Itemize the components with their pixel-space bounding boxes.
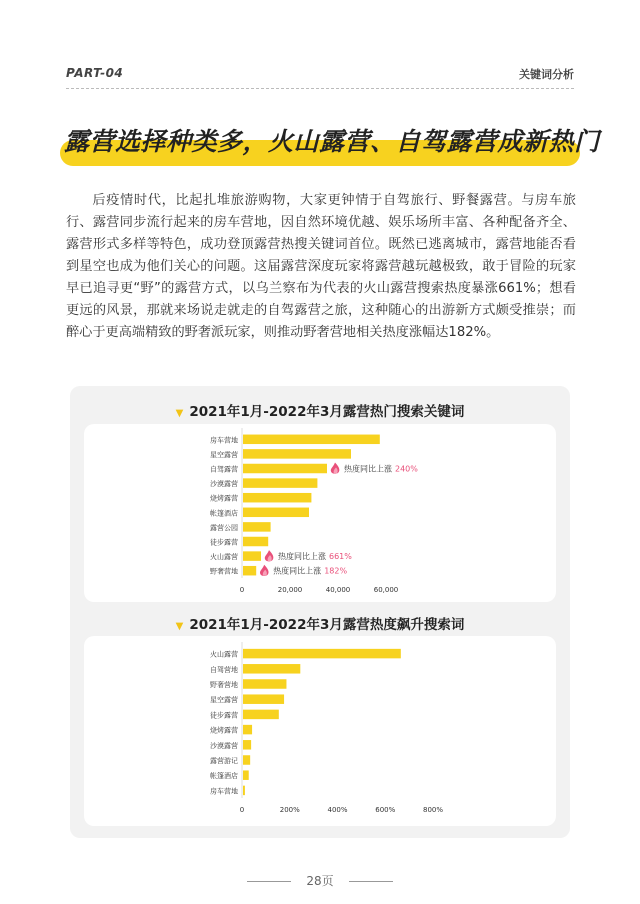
chart2-title: 2021年1月-2022年3月露营热度飙升搜索词 bbox=[189, 617, 465, 633]
chart1-svg bbox=[84, 424, 556, 602]
category-label: 星空露营 bbox=[210, 450, 238, 459]
category-label: 房车营地 bbox=[210, 787, 238, 796]
x-tick-label: 0 bbox=[239, 806, 245, 814]
bar bbox=[243, 537, 268, 547]
header-divider bbox=[66, 88, 574, 89]
category-label: 房车营地 bbox=[210, 436, 238, 445]
triangle-icon: ▼ bbox=[175, 408, 184, 419]
category-label: 烧烤露营 bbox=[210, 726, 238, 735]
bar bbox=[243, 770, 249, 780]
bar bbox=[243, 649, 401, 659]
category-label: 自驾营地 bbox=[210, 665, 238, 674]
category-label: 沙漠露营 bbox=[210, 741, 238, 750]
chart1-box bbox=[84, 424, 556, 602]
annotation-label: 热度同比上涨 240% bbox=[344, 464, 418, 474]
category-label: 露营游记 bbox=[210, 757, 238, 765]
category-label: 星空露营 bbox=[210, 696, 238, 705]
chart2-title-row bbox=[70, 613, 570, 633]
bar bbox=[243, 740, 251, 750]
bar bbox=[243, 725, 252, 735]
x-tick-label: 400% bbox=[327, 806, 348, 814]
bar bbox=[243, 679, 286, 689]
bar bbox=[243, 694, 284, 704]
bar bbox=[243, 464, 327, 474]
bar bbox=[243, 566, 256, 576]
page-number: 28页 bbox=[306, 874, 334, 888]
x-tick-label: 40,000 bbox=[325, 586, 351, 594]
bar bbox=[243, 478, 317, 488]
flame-icon bbox=[260, 565, 269, 576]
page-header bbox=[66, 62, 574, 82]
bar bbox=[243, 508, 309, 518]
page-title: 露营选择种类多，火山露营、自驾露营成新热门 bbox=[64, 127, 600, 156]
category-label: 野奢营地 bbox=[210, 681, 238, 689]
category-label: 沙漠露营 bbox=[210, 480, 238, 489]
x-tick-label: 20,000 bbox=[277, 586, 303, 594]
flame-icon bbox=[265, 550, 274, 561]
category-label: 徒步露营 bbox=[210, 538, 238, 547]
x-tick-label: 60,000 bbox=[373, 586, 399, 594]
category-label: 自驾露营 bbox=[210, 465, 238, 474]
part-label: PART-04 bbox=[66, 66, 124, 80]
bar bbox=[243, 522, 271, 532]
annotation-label: 热度同比上涨 182% bbox=[273, 566, 348, 576]
bar bbox=[243, 710, 279, 720]
category-label: 烧烤露营 bbox=[210, 494, 238, 503]
bar bbox=[243, 449, 351, 459]
section-label: 关键词分析 bbox=[519, 68, 574, 81]
triangle-icon: ▼ bbox=[175, 621, 184, 632]
body-paragraph: 后疫情时代，比起扎堆旅游购物，大家更钟情于自驾旅行、野餐露营。与房车旅行、露营同步流行起来的房车营地，因自然环境优越、娱乐场所丰富、各种配备齐全、露营形式多样等特色，成功登顶露营热搜关键词首位。既然已逃离城市，露营地能否看到星空也成为他们关心的问题。这届露营深度玩家将露营越玩越极致，敢于冒险的玩家早已追寻更“野”的露营方式，以乌兰察布为代表的火山露营搜索热度暴涨661%；想看更远的风景，那就来场说走就走的自驾露营之旅，这种随心的出游新方式颇受推崇；而醉心于更高端精致的野奢派玩家，则推动野奢营地相关热度涨幅达182%。 bbox=[66, 193, 576, 340]
category-label: 露营公园 bbox=[210, 523, 238, 532]
charts-panel bbox=[70, 386, 570, 838]
chart2-svg bbox=[84, 636, 556, 826]
category-label: 火山露营 bbox=[210, 553, 238, 562]
x-tick-label: 600% bbox=[375, 806, 396, 814]
bar bbox=[243, 435, 380, 445]
chart1-title: 2021年1月-2022年3月露营热门搜索关键词 bbox=[189, 404, 465, 420]
flame-icon bbox=[331, 463, 340, 474]
x-tick-label: 800% bbox=[422, 806, 444, 814]
category-label: 帐篷酒店 bbox=[210, 509, 238, 518]
category-label: 火山露营 bbox=[210, 650, 238, 659]
footer-line-right bbox=[349, 881, 393, 882]
annotation-label: 热度同比上涨 661% bbox=[278, 552, 352, 562]
category-label: 野奢营地 bbox=[210, 567, 238, 576]
bar bbox=[243, 755, 250, 765]
x-tick-label: 0 bbox=[239, 586, 245, 594]
chart2-box bbox=[84, 636, 556, 826]
category-label: 徒步露营 bbox=[210, 711, 238, 720]
title-block bbox=[50, 118, 600, 170]
bar bbox=[243, 786, 245, 796]
chart1-title-row bbox=[70, 400, 570, 420]
x-tick-label: 200% bbox=[279, 806, 300, 814]
category-label: 帐篷酒店 bbox=[210, 772, 238, 781]
bar bbox=[243, 551, 261, 561]
bar bbox=[243, 664, 300, 674]
bar bbox=[243, 493, 311, 503]
